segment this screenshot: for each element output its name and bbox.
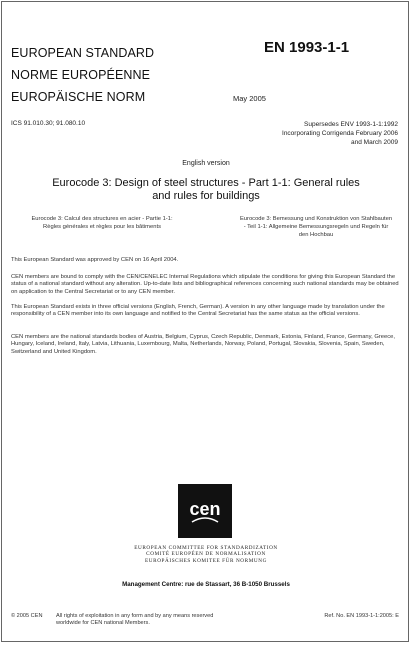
committee-name-fr: COMITÉ EUROPÉEN DE NORMALISATION [146, 551, 266, 558]
ics-codes: ICS 91.010.30; 91.080.10 [11, 120, 86, 127]
subtitle-line: den Hochbau [298, 232, 334, 238]
rights-line: worldwide for CEN national Members. [56, 620, 150, 626]
members-list-paragraph: CEN members are the national standards bodies of Austria, Belgium, Cyprus, Czech Republic, Denmark, Estonia, Finland, France, Germany, Greece, Hungary, Iceland, Ireland, Italy, Latvia, Lithuania, Luxembourg, Malta, Netherlands, Norway, Poland, Portugal, Slovakia, Slovenia, Spain, Sweden, Switzerland and United Kingdom. [11, 334, 395, 355]
supersedes-block [282, 120, 398, 147]
members-bound-paragraph: CEN members are bound to comply with the CEN/CENELEC Internal Regulations which stipulate the conditions for giving this European Standard the status of a national standard without any alteration. Up-to-date lists and bibliographical references concerning such national standards may be obtained on application to the Central Secretariat or to any CEN member. [11, 274, 399, 295]
cen-committee-names [2, 545, 410, 564]
corrigenda-line: and March 2009 [351, 139, 398, 146]
standard-name-fr: NORME EUROPÉENNE [11, 68, 151, 82]
title-line: Eurocode 3: Design of steel structures - Part 1-1: General rules [52, 177, 360, 189]
subtitle-line: Règles générales et règles pour les bâtiments [43, 224, 161, 230]
management-centre-address: Management Centre: rue de Stassart, 36 B-1050 Brussels [122, 581, 290, 588]
subtitle-german [234, 215, 398, 239]
language-version: English version [182, 160, 230, 167]
subtitle-line: - Teil 1-1: Allgemeine Bemessungsregeln und Regeln für [243, 224, 389, 230]
subtitle-line: Eurocode 3: Bemessung und Konstruktion von Stahlbauten [239, 216, 393, 222]
subtitle-french [17, 215, 187, 231]
supersedes-line: Supersedes ENV 1993-1-1:1992 [304, 121, 398, 128]
document-title [32, 177, 380, 203]
committee-name-de: EUROPÄISCHES KOMITEE FÜR NORMUNG [145, 557, 267, 564]
official-versions-paragraph: This European Standard exists in three official versions (English, French, German). A version in any other language made by translation under the responsibility of a CEN member into its own language and notified to the Central Secretariat has the same status as the official versions. [11, 304, 385, 318]
subtitle-line: Eurocode 3: Calcul des structures en acier - Partie 1-1: [31, 216, 173, 222]
cen-logo-text: cen [189, 499, 221, 519]
standard-name-en: EUROPEAN STANDARD [11, 46, 155, 60]
committee-name-en: EUROPEAN COMMITTEE FOR STANDARDIZATION [134, 545, 278, 551]
cen-logo [178, 484, 232, 538]
document-page [1, 1, 409, 642]
rights-line: All rights of exploitation in any form and by any means reserved [56, 613, 214, 619]
publication-date: May 2005 [233, 94, 266, 103]
standard-number: EN 1993-1-1 [264, 39, 350, 56]
corrigenda-line: Incorporating Corrigenda February 2006 [282, 130, 398, 137]
approval-paragraph: This European Standard was approved by CEN on 16 April 2004. [11, 257, 179, 263]
standard-name-de: EUROPÄISCHE NORM [11, 90, 146, 104]
footer-reference-number: Ref. No. EN 1993-1-1:2005: E [324, 613, 399, 619]
footer-rights [56, 613, 213, 627]
title-line: and rules for buildings [152, 190, 260, 202]
footer-copyright: © 2005 CEN [11, 613, 43, 619]
